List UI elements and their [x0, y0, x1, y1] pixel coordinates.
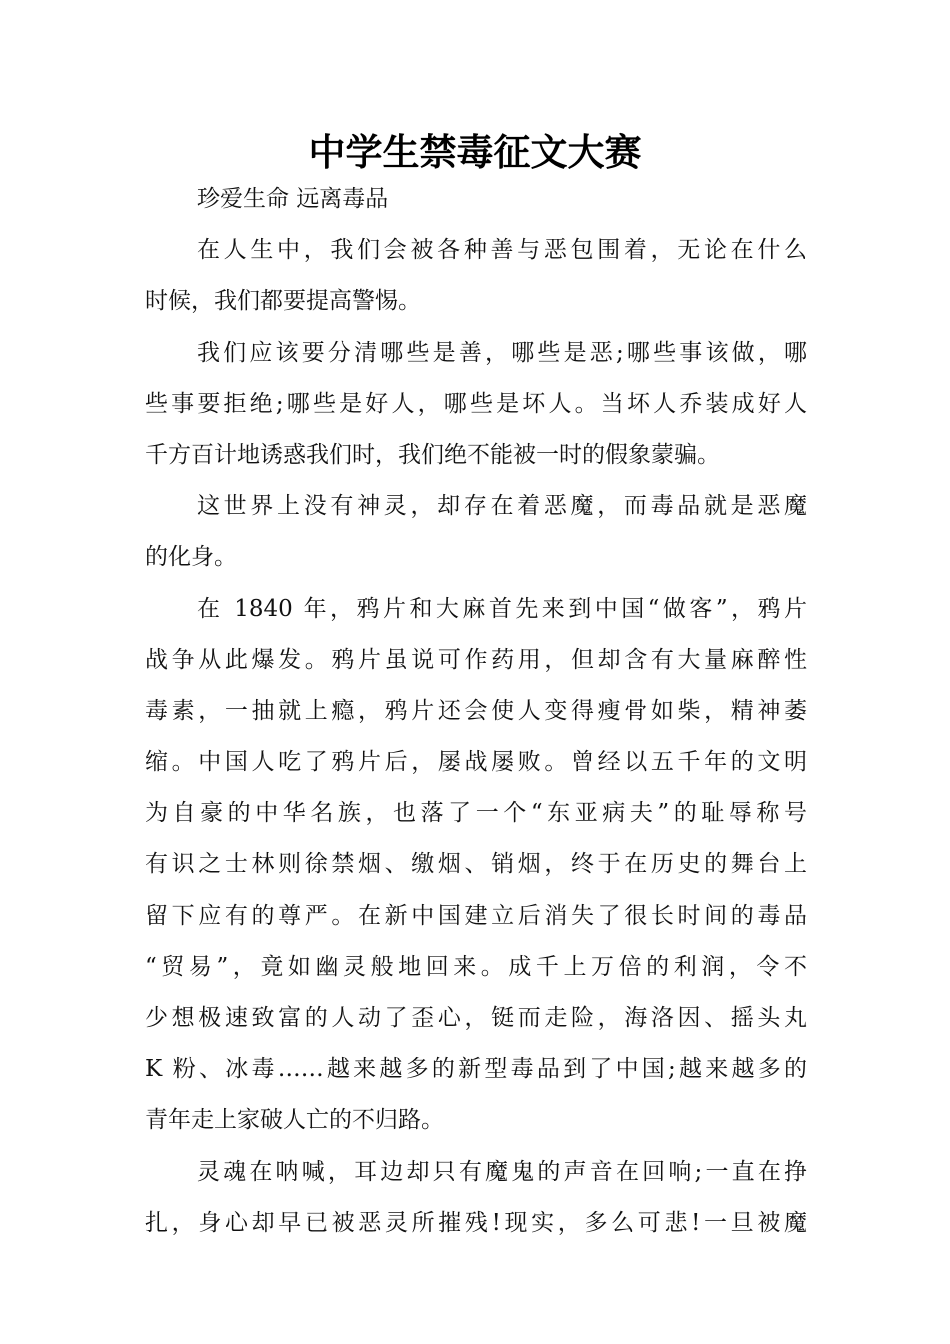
paragraph-line: 这世界上没有神灵，却存在着恶魔，而毒品就是恶魔 [197, 493, 807, 520]
paragraph-line: K 粉、冰毒……越来越多的新型毒品到了中国;越来越多的 [145, 1056, 807, 1083]
paragraph-line: 扎，身心却早已被恶灵所摧残!现实，多么可悲!一旦被魔 [145, 1209, 807, 1236]
paragraph-line: 我们应该要分清哪些是善，哪些是恶;哪些事该做，哪 [197, 339, 807, 366]
paragraph-line: 为自豪的中华名族，也落了一个“东亚病夫”的耻辱称号 [145, 800, 807, 827]
paragraph-line: 少想极速致富的人动了歪心，铤而走险，海洛因、摇头丸 [145, 1005, 807, 1031]
document-title: 中学生禁毒征文大赛 [308, 130, 642, 174]
paragraph-line: 灵魂在呐喊，耳边却只有魔鬼的声音在回响;一直在挣 [197, 1158, 807, 1185]
paragraph-line: 青年走上家破人亡的不归路。 [145, 1107, 444, 1134]
paragraph-line: 在 1840 年，鸦片和大麻首先来到中国“做客”，鸦片 [197, 595, 807, 622]
paragraph-line: “贸易”，竟如幽灵般地回来。成千上万倍的利润，令不 [145, 953, 807, 980]
paragraph-line: 缩。中国人吃了鸦片后，屡战屡败。曾经以五千年的文明 [145, 749, 807, 776]
paragraph-line: 留下应有的尊严。在新中国建立后消失了很长时间的毒品 [145, 902, 807, 929]
paragraph-line: 有识之士林则徐禁烟、缴烟、销烟，终于在历史的舞台上 [145, 851, 807, 878]
paragraph-line: 千方百计地诱惑我们时，我们绝不能被一时的假象蒙骗。 [145, 441, 720, 468]
paragraph-line: 些事要拒绝;哪些是好人，哪些是坏人。当坏人乔装成好人 [145, 390, 807, 417]
paragraph-line: 在人生中，我们会被各种善与恶包围着，无论在什么 [197, 237, 807, 264]
subtitle-line: 珍爱生命 远离毒品 [197, 186, 389, 212]
paragraph-line: 的化身。 [145, 544, 237, 571]
document-body [145, 174, 807, 1249]
paragraph-line: 时候，我们都要提高警惕。 [145, 288, 421, 315]
paragraph-line: 毒素，一抽就上瘾，鸦片还会使人变得瘦骨如柴，精神萎 [145, 697, 807, 724]
paragraph-line: 战争从此爆发。鸦片虽说可作药用，但却含有大量麻醉性 [145, 646, 807, 673]
